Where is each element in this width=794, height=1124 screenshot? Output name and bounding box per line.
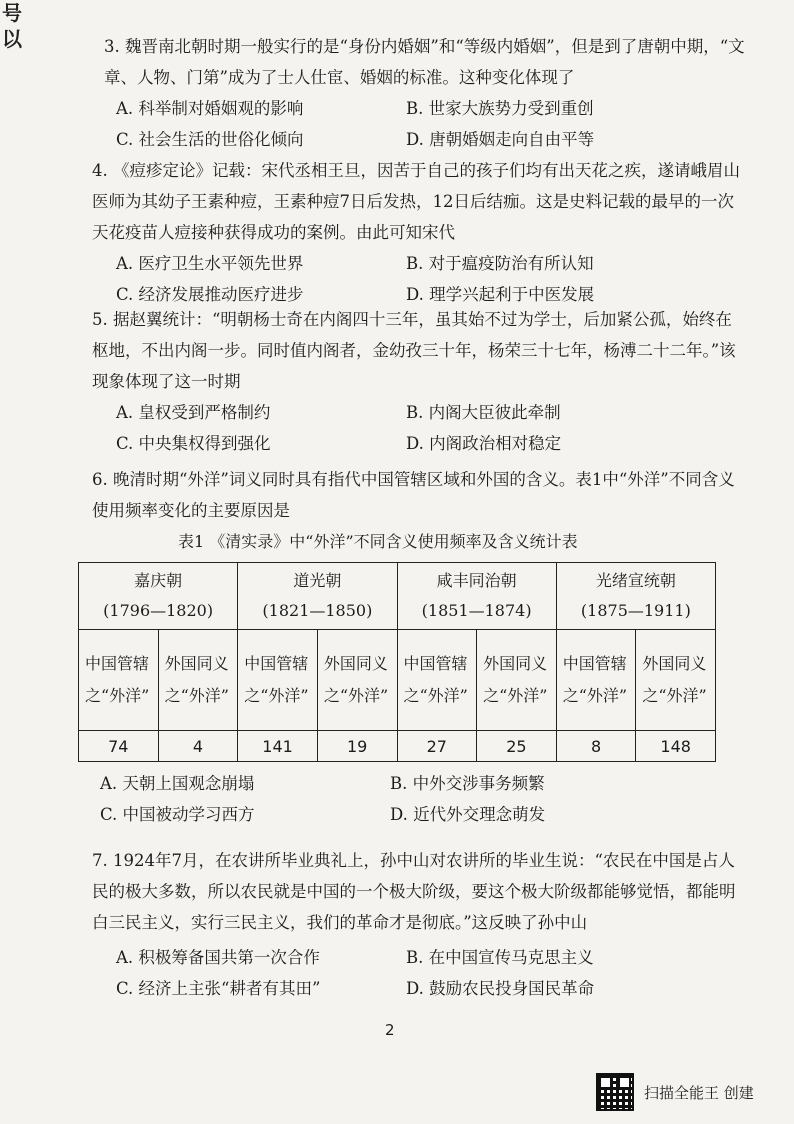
sub-header-foreign: 外国同义之“外洋” bbox=[636, 630, 716, 731]
question-number: 3. bbox=[104, 37, 120, 56]
sub-header-domestic: 中国管辖之“外洋” bbox=[556, 630, 636, 731]
option-b[interactable]: B. 世家大族势力受到重创 bbox=[406, 99, 594, 118]
period-header: 咸丰同治朝 (1851—1874) bbox=[397, 563, 556, 630]
question-3 bbox=[104, 31, 754, 155]
sub-header-foreign: 外国同义之“外洋” bbox=[317, 630, 397, 731]
period-header: 光绪宣统朝 (1875—1911) bbox=[556, 563, 715, 630]
period-header: 道光朝 (1821—1850) bbox=[238, 563, 397, 630]
scanner-label: 扫描全能王 创建 bbox=[644, 1083, 754, 1102]
options bbox=[88, 942, 742, 1004]
value-cell: 4 bbox=[158, 731, 238, 762]
scanner-watermark bbox=[596, 1073, 754, 1111]
option-b[interactable]: B. 内阁大臣彼此牵制 bbox=[406, 403, 561, 422]
options bbox=[88, 397, 742, 459]
value-cell: 27 bbox=[397, 731, 477, 762]
question-7 bbox=[92, 845, 742, 1004]
table-caption: 表1 《清实录》中“外洋”不同含义使用频率及含义统计表 bbox=[178, 532, 578, 551]
sub-header-domestic: 中国管辖之“外洋” bbox=[238, 630, 318, 731]
option-a[interactable]: A. 医疗卫生水平领先世界 bbox=[116, 254, 304, 273]
question-stem: 据赵翼统计：“明朝杨士奇在内阁四十三年，虽其始不过为学士，后加紧公孤，始终在枢地，不出内阁一步。同时值内阁者，金幼孜三十年，杨荣三十七年，杨溥二十二年。”该现象体现了这一时期 bbox=[92, 310, 736, 391]
question-6-options bbox=[72, 768, 722, 830]
value-cell: 148 bbox=[636, 731, 716, 762]
value-cell: 19 bbox=[317, 731, 397, 762]
question-stem: 1924年7月，在农讲所毕业典礼上，孙中山对农讲所的毕业生说：“农民在中国是占人民的极大多数，所以农民就是中国的一个极大阶级，要这个极大阶级都能够觉悟，都能明白三民主义，实行三民主义，我们的革命才是彻底。”这反映了孙中山 bbox=[92, 851, 736, 932]
sub-header-foreign: 外国同义之“外洋” bbox=[158, 630, 238, 731]
options bbox=[88, 248, 742, 310]
option-d[interactable]: D. 鼓励农民投身国民革命 bbox=[406, 979, 595, 998]
question-number: 6. bbox=[92, 470, 108, 489]
option-a[interactable]: A. 科举制对婚姻观的影响 bbox=[116, 99, 304, 118]
option-c[interactable]: C. 社会生活的世俗化倾向 bbox=[116, 130, 304, 149]
question-5 bbox=[92, 304, 742, 459]
option-c[interactable]: C. 中国被动学习西方 bbox=[100, 805, 255, 824]
option-d[interactable]: D. 内阁政治相对稳定 bbox=[406, 434, 562, 453]
option-b[interactable]: B. 在中国宣传马克思主义 bbox=[406, 948, 594, 967]
option-a[interactable]: A. 皇权受到严格制约 bbox=[116, 403, 271, 422]
option-b[interactable]: B. 对于瘟疫防治有所认知 bbox=[406, 254, 594, 273]
question-number: 4. bbox=[92, 161, 108, 180]
page-edge-mark: 号 以 bbox=[2, 1, 22, 51]
option-a[interactable]: A. 天朝上国观念崩塌 bbox=[100, 774, 255, 793]
options bbox=[72, 768, 722, 830]
page-number: 2 bbox=[385, 1021, 395, 1039]
value-cell: 141 bbox=[238, 731, 318, 762]
options bbox=[88, 93, 754, 155]
value-cell: 74 bbox=[79, 731, 159, 762]
question-stem: 魏晋南北朝时期一般实行的是“身份内婚姻”和“等级内婚姻”，但是到了唐朝中期，“文章、人物、门第”成为了士人仕宦、婚姻的标准。这种变化体现了 bbox=[104, 37, 745, 87]
option-c[interactable]: C. 经济发展推动医疗进步 bbox=[116, 285, 304, 304]
value-cell: 8 bbox=[556, 731, 636, 762]
option-d[interactable]: D. 近代外交理念萌发 bbox=[390, 805, 546, 824]
option-c[interactable]: C. 经济上主张“耕者有其田” bbox=[116, 979, 321, 998]
qr-code-icon bbox=[596, 1073, 634, 1111]
question-stem: 《痘疹定论》记载：宋代丞相王旦，因苦于自己的孩子们均有出天花之疾，遂请峨眉山医师为其幼子王素种痘，王素种痘7日后发热，12日后结痂。这是史料记载的最早的一次天花疫苗人痘接种获得成功的案例。由此可知宋代 bbox=[92, 161, 740, 242]
option-d[interactable]: D. 唐朝婚姻走向自由平等 bbox=[406, 130, 595, 149]
option-c[interactable]: C. 中央集权得到强化 bbox=[116, 434, 271, 453]
question-stem: 晚清时期“外洋”词义同时具有指代中国管辖区域和外国的含义。表1中“外洋”不同含义使用频率变化的主要原因是 bbox=[92, 470, 735, 520]
sub-header-domestic: 中国管辖之“外洋” bbox=[397, 630, 477, 731]
statistics-table bbox=[78, 562, 716, 762]
question-6 bbox=[92, 464, 742, 526]
question-4 bbox=[92, 155, 742, 310]
option-a[interactable]: A. 积极筹备国共第一次合作 bbox=[116, 948, 320, 967]
sub-header-foreign: 外国同义之“外洋” bbox=[477, 630, 557, 731]
option-b[interactable]: B. 中外交涉事务频繁 bbox=[390, 774, 545, 793]
value-cell: 25 bbox=[477, 731, 557, 762]
question-number: 7. bbox=[92, 851, 108, 870]
period-header: 嘉庆朝 (1796—1820) bbox=[79, 563, 238, 630]
question-number: 5. bbox=[92, 310, 108, 329]
sub-header-domestic: 中国管辖之“外洋” bbox=[79, 630, 159, 731]
option-d[interactable]: D. 理学兴起利于中医发展 bbox=[406, 285, 595, 304]
